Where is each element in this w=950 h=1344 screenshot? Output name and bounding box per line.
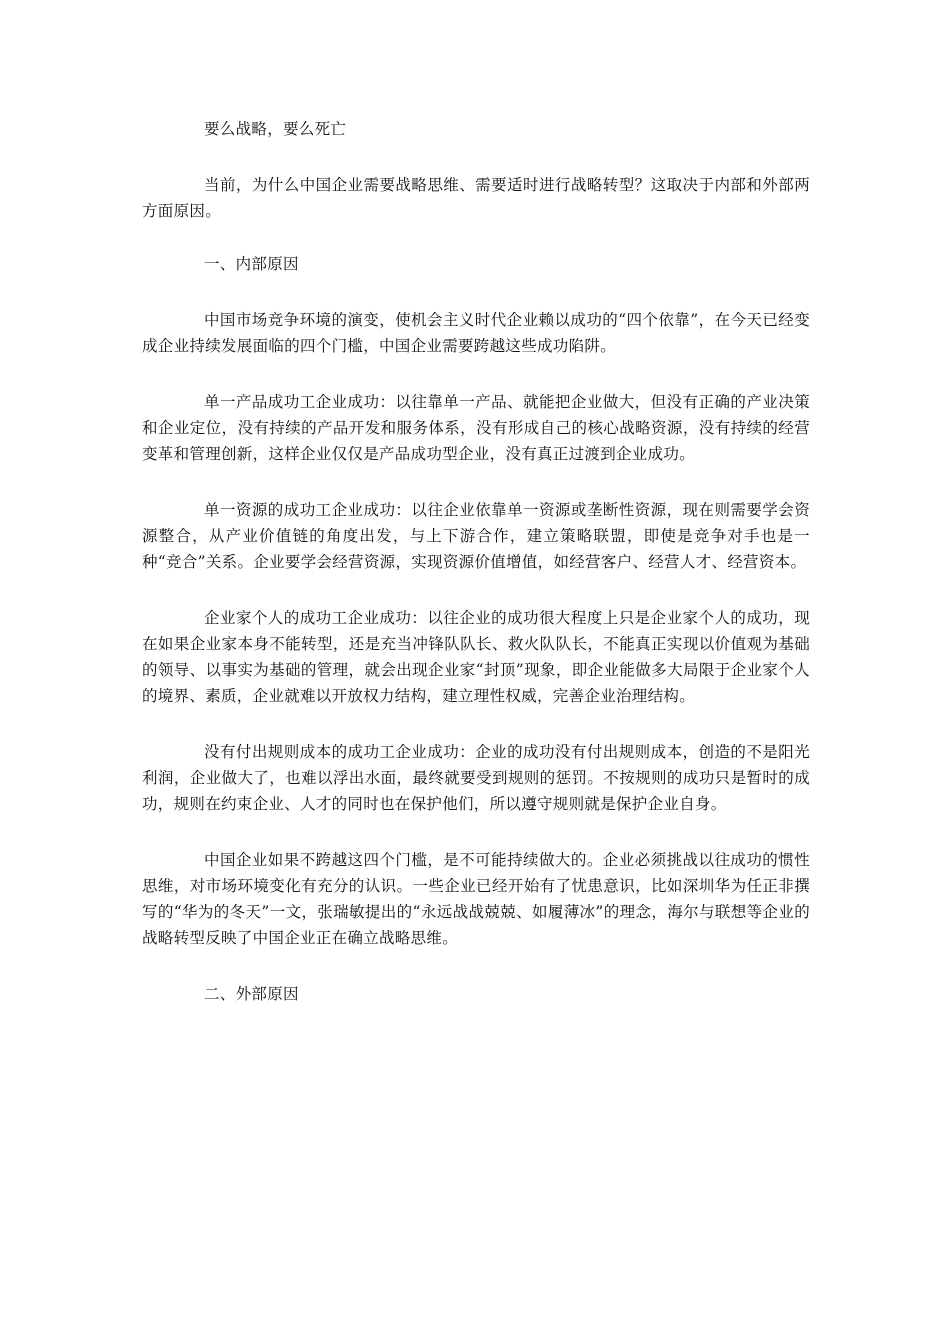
single-product-paragraph: 单一产品成功工企业成功：以往靠单一产品、就能把企业做大，但没有正确的产业决策和企业定位，没有持续的产品开发和服务体系，没有形成自己的核心战略资源，没有持续的经营变革和管理创新，这样企业仅仅是产品成功型企业，没有真正过渡到企业成功。	[142, 393, 810, 463]
internal-reasons-paragraph: 中国市场竞争环境的演变，使机会主义时代企业赖以成功的“四个依靠”，在今天已经变成企业持续发展面临的四个门槛，中国企业需要跨越这些成功陷阱。	[142, 311, 810, 355]
intro-paragraph: 当前，为什么中国企业需要战略思维、需要适时进行战略转型？这取决于内部和外部两方面原因。	[142, 176, 810, 220]
heading-external-reasons: 二、外部原因	[204, 985, 299, 1003]
single-resource-paragraph: 单一资源的成功工企业成功：以往企业依靠单一资源或垄断性资源，现在则需要学会资源整合，从产业价值链的角度出发，与上下游合作，建立策略联盟，即使是竞争对手也是一种“竞合”关系。企业要学会经营资源，实现资源价值增值，如经营客户、经营人才、经营资本。	[142, 501, 810, 571]
document-body	[142, 116, 810, 1007]
section-title: 要么战略，要么死亡	[204, 120, 347, 138]
heading-internal-reasons: 一、内部原因	[204, 255, 299, 273]
rules-cost-paragraph: 没有付出规则成本的成功工企业成功：企业的成功没有付出规则成本，创造的不是阳光利润，企业做大了，也难以浮出水面，最终就要受到规则的惩罚。不按规则的成功只是暂时的成功，规则在约束企业、人才的同时也在保护他们，所以遵守规则就是保护企业自身。	[142, 743, 810, 813]
entrepreneur-paragraph: 企业家个人的成功工企业成功：以往企业的成功很大程度上只是企业家个人的成功，现在如果企业家本身不能转型，还是充当冲锋队队长、救火队队长，不能真正实现以价值观为基础的领导、以事实为基础的管理，就会出现企业家“封顶”现象，即企业能做多大局限于企业家个人的境界、素质，企业就难以开放权力结构，建立理性权威，完善企业治理结构。	[142, 609, 810, 705]
four-thresholds-paragraph: 中国企业如果不跨越这四个门槛，是不可能持续做大的。企业必须挑战以往成功的惯性思维，对市场环境变化有充分的认识。一些企业已经开始有了忧患意识，比如深圳华为任正非撰写的“华为的冬天”一文，张瑞敏提出的“永远战战兢兢、如履薄冰”的理念，海尔与联想等企业的战略转型反映了中国企业正在确立战略思维。	[142, 851, 810, 947]
